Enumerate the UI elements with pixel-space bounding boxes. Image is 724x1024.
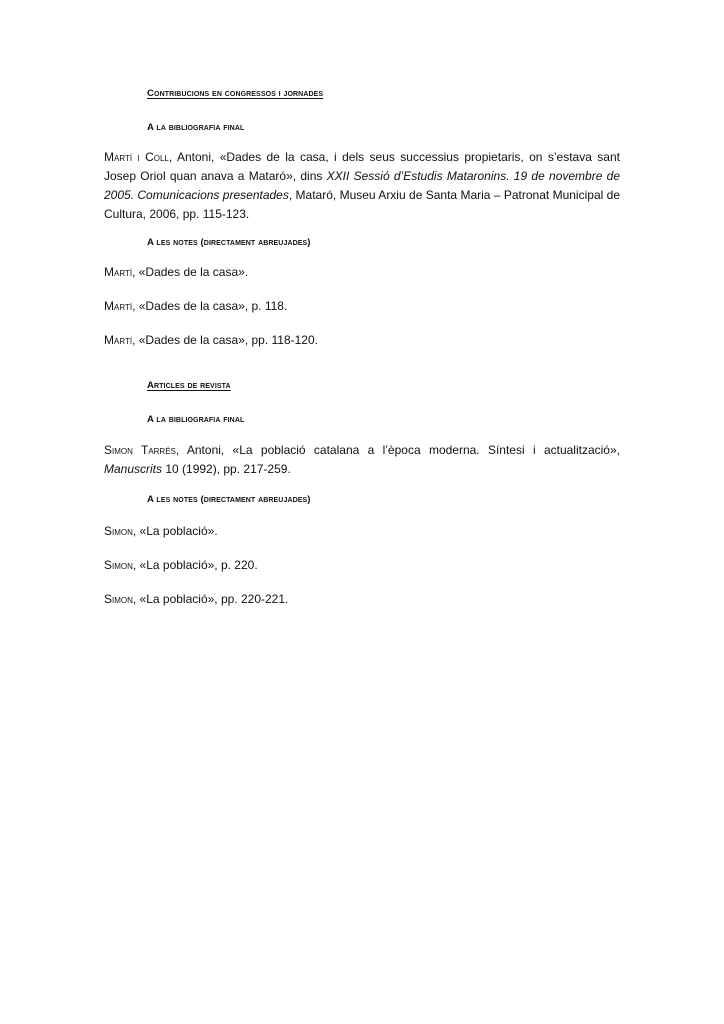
entry-text: , Antoni, «La població catalana a l’època moderna. Síntesi i actualització», <box>175 443 620 457</box>
note-entry <box>104 331 620 350</box>
note-text: , «Dades de la casa». <box>132 265 249 279</box>
note-text: , «La població». <box>132 524 218 538</box>
entry-text: , Antoni, «Dades de la casa, i dels seus successius propietaris, on s’estava sant Josep Oriol quan anava a Mataró», dins <box>104 150 620 183</box>
note-entry <box>104 263 620 282</box>
notes-heading-journal: A les notes (directament abreujades) <box>147 494 311 505</box>
entry-text: , Mataró, Museu Arxiu de Santa Maria – Patronat Municipal de Cultura, 2006, pp. 115-123. <box>104 188 620 221</box>
notes-heading-conferences: A les notes (directament abreujades) <box>147 237 311 248</box>
bibliography-heading-conferences: A la bibliografia final <box>147 122 245 133</box>
entry-author: Simon Tarrés <box>104 443 176 457</box>
note-text: , «Dades de la casa», pp. 118-120. <box>132 333 318 347</box>
entry-author: Martí i Coll <box>104 150 169 164</box>
entry-title-italic: Manuscrits <box>104 462 163 476</box>
note-text: , «Dades de la casa», p. 118. <box>132 299 288 313</box>
note-text: , «La població», p. 220. <box>132 558 258 572</box>
entry-title-italic: XXII Sessió d’Estudis Mataronins. 19 de novembre de 2005. Comunicacions presentades <box>104 169 620 202</box>
note-text: , «La població», pp. 220-221. <box>132 592 289 606</box>
note-author: Simon <box>104 558 133 572</box>
note-author: Martí <box>104 265 133 279</box>
entry-text: 10 (1992), pp. 217-259. <box>162 462 291 476</box>
note-entry <box>104 297 620 316</box>
bibliography-heading-journal: A la bibliografia final <box>147 414 245 425</box>
note-entry <box>104 522 620 541</box>
note-author: Martí <box>104 299 133 313</box>
note-author: Simon <box>104 592 133 606</box>
bibliography-entry-conferences <box>104 148 620 224</box>
bibliography-entry-journal <box>104 441 620 479</box>
note-author: Martí <box>104 333 133 347</box>
note-entry <box>104 590 620 609</box>
section-title-conferences: Contribucions en congressos i jornades <box>147 88 324 99</box>
note-author: Simon <box>104 524 133 538</box>
note-entry <box>104 556 620 575</box>
section-title-journal: Articles de revista <box>147 380 231 391</box>
